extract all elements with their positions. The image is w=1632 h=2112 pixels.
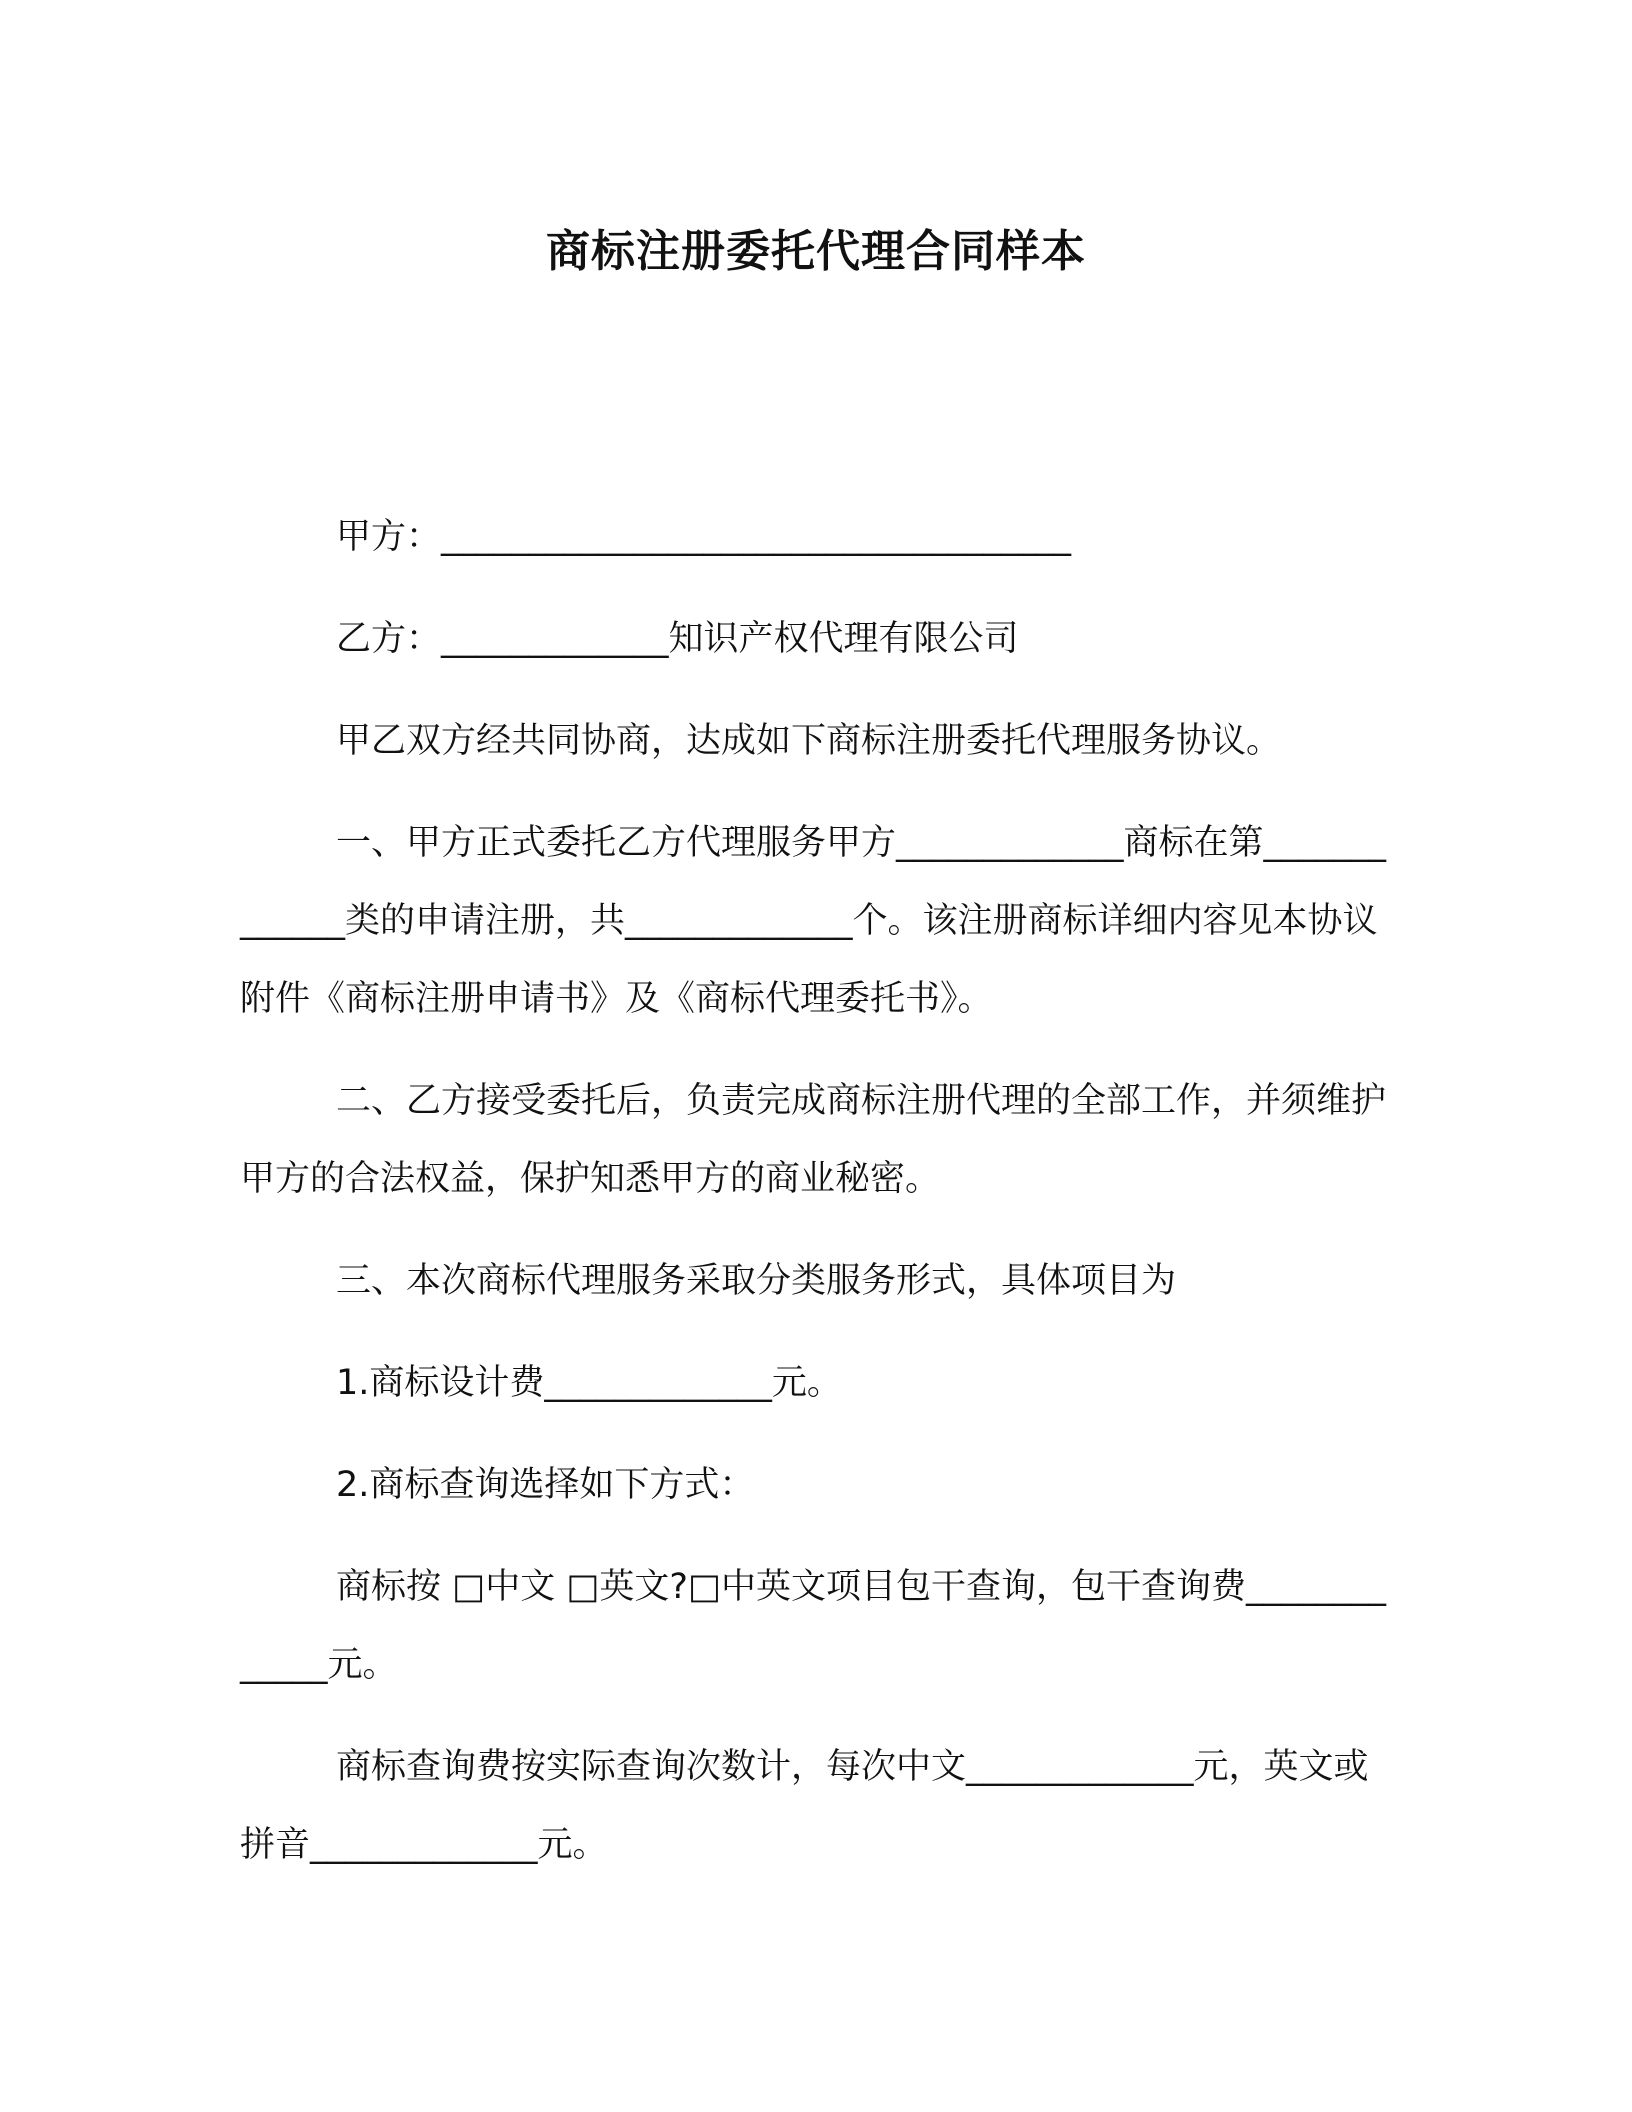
document-body [240,498,1390,1908]
clause-3: 三、本次商标代理服务采取分类服务形式，具体项目为 [336,1261,1177,1301]
item-search-method: 2.商标查询选择如下方式： [336,1465,755,1505]
item-design-fee: 1.商标设计费_____________元。 [336,1363,842,1403]
document-title: 商标注册委托代理合同样本 [546,226,1086,277]
clause-1: 一、甲方正式委托乙方代理服务甲方_____________商标在第_____________类的申请注册，共_____________个。该注册商标详细内容见本协议附件《商标注册申请书》及《商标代理委托书》。 [240,823,1387,1019]
party-b-line: 乙方：_____________知识产权代理有限公司 [336,619,1019,659]
agreement-intro: 甲乙双方经共同协商，达成如下商标注册委托代理服务协议。 [336,721,1282,761]
clause-2: 二、乙方接受委托后，负责完成商标注册代理的全部工作，并须维护甲方的合法权益，保护知悉甲方的商业秘密。 [240,1081,1387,1199]
party-a-line: 甲方：____________________________________ [336,517,1072,557]
per-search-fee: 商标查询费按实际查询次数计，每次中文_____________元，英文或拼音_____________元。 [240,1747,1369,1865]
package-search-fee: 商标按 □中文 □英文?□中英文项目包干查询，包干查询费_____________元。 [240,1567,1387,1685]
